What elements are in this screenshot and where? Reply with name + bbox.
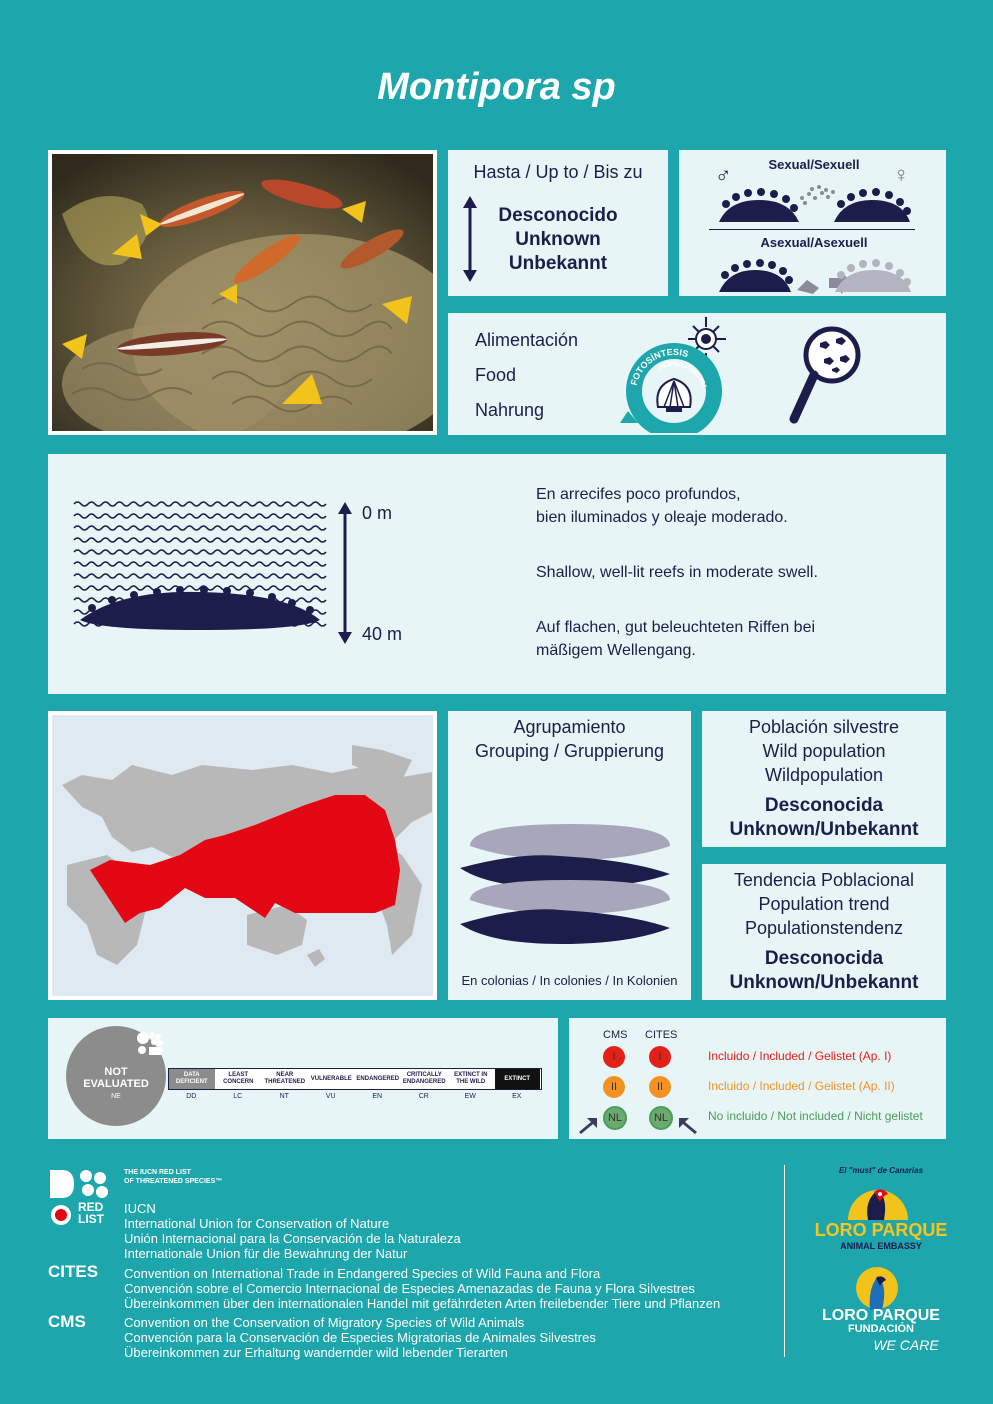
iucn-abbr: IUCN xyxy=(124,1201,156,1216)
food-label-en: Food xyxy=(475,365,517,385)
habitat-text-de-1: Auf flachen, gut beleuchteten Riffen bei xyxy=(536,619,816,636)
wave-line xyxy=(74,502,326,506)
cites-app-i-badge: I xyxy=(649,1046,671,1068)
iucn-line-2: Unión Internacional para la Conservación de la Naturaleza xyxy=(124,1231,461,1246)
grouping-panel xyxy=(448,711,691,1000)
redlist-code-dd: DD xyxy=(186,1093,197,1100)
grouping-caption: En colonias / In colonies / In Kolonien xyxy=(461,973,678,988)
iucn-tagline-2: OF THREATENED SPECIES™ xyxy=(124,1178,223,1185)
reproduction-panel xyxy=(679,150,946,296)
male-icon: ♂ xyxy=(715,162,732,187)
habitat-waves-icon xyxy=(72,500,332,645)
wave-line xyxy=(74,586,326,590)
cites-line-2: Convención sobre el Comercio Internacional de Especies Amenazadas de Fauna y Flora Silvestres xyxy=(124,1281,695,1296)
cites-cms-panel xyxy=(569,1018,946,1139)
habitat-panel xyxy=(48,454,946,694)
population-trend-panel xyxy=(702,864,946,1000)
species-photo xyxy=(52,154,433,431)
cites-arrow-icon xyxy=(677,1116,699,1134)
asexual-reproduction-icon xyxy=(717,250,917,294)
cms-app-i-badge: I xyxy=(603,1046,625,1068)
sexual-label: Sexual/Sexuell xyxy=(768,157,860,172)
cites-abbr: CITES xyxy=(48,1262,99,1281)
photosynthesis-icon xyxy=(618,315,738,433)
cms-not-listed-badge: NL xyxy=(603,1106,627,1130)
redlist-code-nt: NT xyxy=(279,1093,289,1100)
depth-arrow-icon xyxy=(338,502,352,644)
iucn-tagline-1: THE IUCN RED LIST xyxy=(124,1169,191,1176)
magnifier-plankton-icon xyxy=(786,323,866,427)
size-heading: Hasta / Up to / Bis zu xyxy=(473,162,643,182)
fundacion-slogan: WE CARE xyxy=(873,1337,939,1353)
redlist-code-vu: VU xyxy=(325,1093,336,1100)
population-trend-title-2: Population trend xyxy=(758,894,890,914)
cms-column-label: CMS xyxy=(603,1029,628,1041)
not-listed-text: No incluido / Not included / Nicht gelistet xyxy=(708,1109,923,1123)
cms-abbr: CMS xyxy=(48,1312,86,1331)
redlist-category-dd: DATA DEFICIENT xyxy=(169,1069,215,1089)
wild-population-panel xyxy=(702,711,946,847)
wave-line xyxy=(74,574,326,578)
redlist-category-ex: EXTINCT xyxy=(495,1069,541,1089)
population-trend-value-2: Unknown/Unbekannt xyxy=(729,972,919,993)
page-title: Montipora sp xyxy=(377,66,616,108)
wild-population-value-1: Desconocida xyxy=(764,795,884,816)
redlist-code-ex: EX xyxy=(512,1093,522,1100)
footer-divider xyxy=(784,1165,785,1357)
female-icon: ♀ xyxy=(893,162,910,187)
redlist-category-lc: LEAST CONCERN xyxy=(216,1069,262,1089)
cites-not-listed-badge: NL xyxy=(649,1106,673,1130)
habitat-text-es-2: bien iluminados y oleaje moderado. xyxy=(536,509,788,526)
redlist-status-code: NE xyxy=(111,1093,121,1100)
depth-bottom: 40 m xyxy=(362,624,403,644)
wave-line xyxy=(74,562,326,566)
redlist-code-ew: EW xyxy=(464,1093,476,1100)
cms-line-2: Convención para la Conservación de Especies Migratorias de Animales Silvestres xyxy=(124,1330,596,1345)
cms-arrow-icon xyxy=(577,1116,599,1134)
size-value-en: Unknown xyxy=(515,229,601,250)
appendix-i-text: Incluido / Included / Gelistet (Ap. I) xyxy=(708,1049,892,1063)
population-trend-title-3: Populationstendenz xyxy=(744,918,904,938)
grouping-title-2: Grouping / Gruppierung xyxy=(474,741,665,761)
size-value-de: Unbekannt xyxy=(508,253,608,274)
cms-app-ii-badge: II xyxy=(603,1076,625,1098)
distribution-map xyxy=(52,715,433,996)
loro-parque-sub: ANIMAL EMBASSY xyxy=(840,1241,922,1251)
redlist-code-lc: LC xyxy=(233,1093,243,1100)
habitat-text-en: Shallow, well-lit reefs in moderate swell. xyxy=(536,564,818,581)
species-photo-frame xyxy=(48,150,437,435)
redlist-status-1: NOT xyxy=(104,1066,128,1078)
redlist-logo-icon xyxy=(136,1030,164,1056)
cites-line-3: Übereinkommen über den internationalen Handel mit gefährdeten Arten freilebender Tiere und Pflanzen xyxy=(124,1296,721,1311)
wave-line xyxy=(74,538,326,542)
redlist-category-nt: NEAR THREATENED xyxy=(262,1069,308,1089)
iucn-line-3: Internationale Union für die Bewahrung der Natur xyxy=(124,1246,408,1261)
habitat-text-es-1: En arrecifes poco profundos, xyxy=(536,486,741,503)
habitat-text-de-2: mäßigem Wellengang. xyxy=(536,642,696,659)
wave-line xyxy=(74,526,326,530)
fundacion-logo-icon xyxy=(852,1266,902,1310)
redlist-category-cr: CRITICALLY ENDANGERED xyxy=(402,1069,448,1089)
photosynthesis-bottom-text: PHOTOSYNTHESE xyxy=(656,358,709,389)
redlist-category-ew: EXTINCT IN THE WILD xyxy=(448,1069,494,1089)
size-panel xyxy=(448,150,668,296)
food-label-es: Alimentación xyxy=(475,330,579,350)
wild-population-title-1: Población silvestre xyxy=(748,717,900,737)
population-trend-title-1: Tendencia Poblacional xyxy=(733,870,915,890)
red-label: RED xyxy=(78,1200,104,1214)
fundacion-sub: FUNDACIÓN xyxy=(848,1323,914,1335)
food-label-de: Nahrung xyxy=(475,400,545,420)
reproduction-divider xyxy=(709,229,915,230)
asexual-label: Asexual/Asexuell xyxy=(760,235,868,250)
loro-parque-logo-icon xyxy=(846,1176,910,1220)
food-panel xyxy=(448,313,946,435)
wild-population-value-2: Unknown/Unbekannt xyxy=(729,819,919,840)
grouping-title-1: Agrupamiento xyxy=(513,717,626,737)
redlist-code-en: EN xyxy=(372,1093,383,1100)
wild-population-title-3: Wildpopulation xyxy=(764,765,884,785)
list-label: LIST xyxy=(78,1212,104,1226)
wave-line xyxy=(74,550,326,554)
cites-column-label: CITES xyxy=(645,1029,678,1041)
redlist-status-2: EVALUATED xyxy=(83,1078,149,1090)
redlist-category-en: ENDANGERED xyxy=(355,1069,401,1089)
redlist-category-vu: VULNERABLE xyxy=(309,1069,355,1089)
population-trend-value-1: Desconocida xyxy=(764,948,884,969)
redlist-code-cr: CR xyxy=(418,1093,429,1100)
colony-icon xyxy=(456,806,684,956)
loro-parque-tagline: El "must" de Canarias xyxy=(838,1166,924,1175)
cms-line-3: Übereinkommen zur Erhaltung wandernder wild lebender Tierarten xyxy=(124,1345,508,1360)
size-arrow-icon xyxy=(463,196,477,282)
redlist-panel xyxy=(48,1018,558,1139)
size-value-es: Desconocido xyxy=(498,205,618,226)
wild-population-title-2: Wild population xyxy=(762,741,886,761)
wave-line xyxy=(74,514,326,518)
iucn-line-1: International Union for Conservation of Nature xyxy=(124,1216,390,1231)
photosynthesis-top-text: FOTOSÍNTESIS xyxy=(628,346,690,387)
cms-line-1: Convention on the Conservation of Migratory Species of Wild Animals xyxy=(124,1315,525,1330)
cites-line-1: Convention on International Trade in Endangered Species of Wild Fauna and Flora xyxy=(124,1266,601,1281)
appendix-ii-text: Incluido / Included / Gelistet (Ap. II) xyxy=(708,1079,895,1093)
depth-top: 0 m xyxy=(362,503,393,523)
cites-app-ii-badge: II xyxy=(649,1076,671,1098)
sexual-reproduction-icon xyxy=(714,178,914,224)
loro-parque-name: LORO PARQUE xyxy=(814,1220,948,1240)
distribution-map-frame xyxy=(48,711,437,1000)
fundacion-name: LORO PARQUE xyxy=(822,1307,940,1324)
